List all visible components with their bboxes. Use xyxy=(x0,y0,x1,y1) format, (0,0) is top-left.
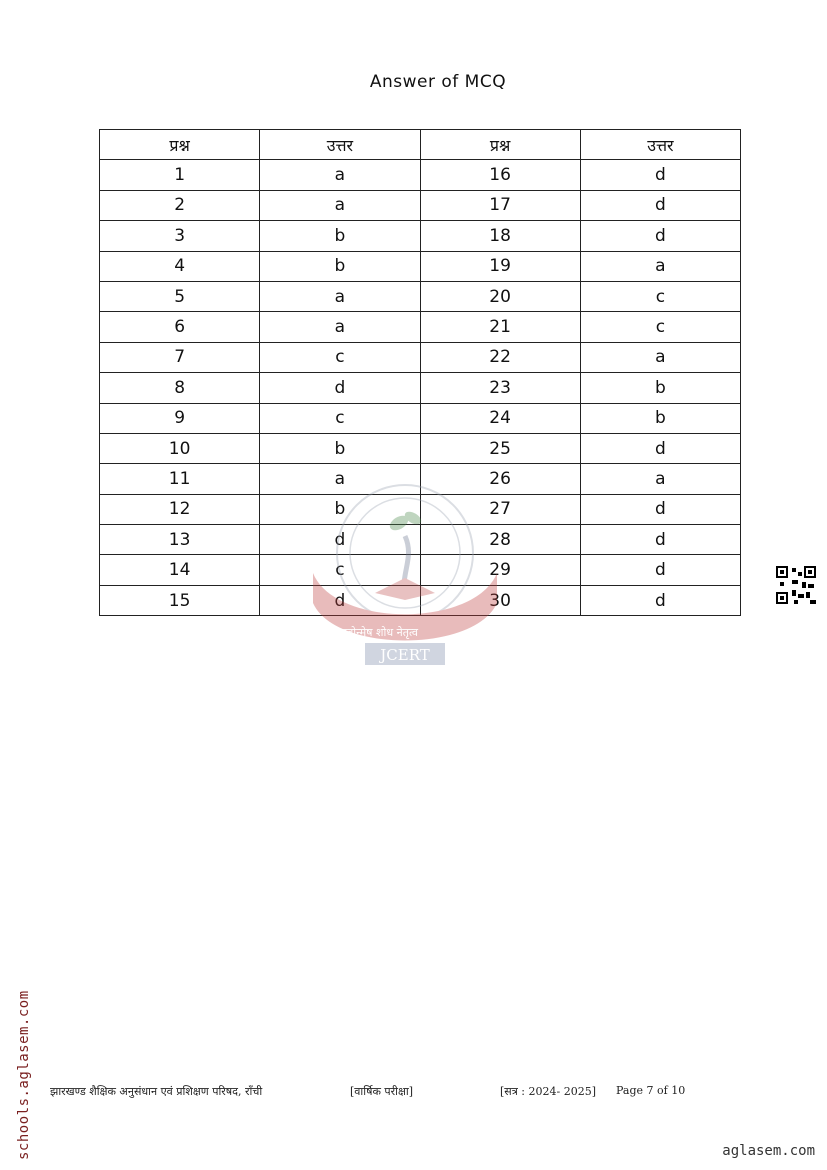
question-number-cell: 7 xyxy=(100,342,260,372)
answer-cell: c xyxy=(580,281,740,311)
question-number-cell: 12 xyxy=(100,494,260,524)
footer-page-number: Page 7 of 10 xyxy=(616,1084,686,1097)
answer-cell: c xyxy=(260,342,420,372)
side-url: schools.aglasem.com xyxy=(16,990,32,1160)
question-number-cell: 10 xyxy=(100,433,260,463)
question-number-cell: 27 xyxy=(420,494,580,524)
question-number-cell: 15 xyxy=(100,585,260,615)
answer-cell: d xyxy=(260,373,420,403)
question-number-cell: 26 xyxy=(420,464,580,494)
answer-cell: b xyxy=(580,403,740,433)
question-number-cell: 4 xyxy=(100,251,260,281)
answer-table xyxy=(99,129,741,616)
question-number-cell: 18 xyxy=(420,221,580,251)
question-number-cell: 5 xyxy=(100,281,260,311)
answer-cell: d xyxy=(580,433,740,463)
answer-cell: a xyxy=(260,464,420,494)
svg-text:नवोन्मेष शोध नेतृत्व: नवोन्मेष शोध नेतृत्व xyxy=(341,626,418,639)
table-row xyxy=(100,190,741,220)
answer-cell: a xyxy=(580,342,740,372)
table-row xyxy=(100,433,741,463)
table-row xyxy=(100,585,741,615)
column-header: प्रश्न xyxy=(100,130,260,160)
answer-cell: b xyxy=(260,494,420,524)
page-title: Answer of MCQ xyxy=(369,72,507,92)
answer-cell: b xyxy=(260,433,420,463)
question-number-cell: 1 xyxy=(100,160,260,190)
answer-cell: d xyxy=(580,555,740,585)
answer-cell: c xyxy=(260,403,420,433)
answer-cell: d xyxy=(580,525,740,555)
answer-cell: a xyxy=(580,464,740,494)
question-number-cell: 30 xyxy=(420,585,580,615)
table-row xyxy=(100,403,741,433)
question-number-cell: 19 xyxy=(420,251,580,281)
table-row xyxy=(100,342,741,372)
table-row xyxy=(100,251,741,281)
question-number-cell: 22 xyxy=(420,342,580,372)
table-row xyxy=(100,464,741,494)
answer-cell: a xyxy=(260,281,420,311)
answer-cell: c xyxy=(580,312,740,342)
question-number-cell: 25 xyxy=(420,433,580,463)
answer-cell: c xyxy=(260,555,420,585)
question-number-cell: 28 xyxy=(420,525,580,555)
question-number-cell: 23 xyxy=(420,373,580,403)
question-number-cell: 11 xyxy=(100,464,260,494)
answer-cell: b xyxy=(580,373,740,403)
answer-cell: d xyxy=(580,221,740,251)
table-row xyxy=(100,221,741,251)
brand-text: aglasem.com xyxy=(722,1143,815,1159)
question-number-cell: 2 xyxy=(100,190,260,220)
question-number-cell: 24 xyxy=(420,403,580,433)
table-row xyxy=(100,281,741,311)
answer-cell: a xyxy=(260,190,420,220)
answer-cell: b xyxy=(260,221,420,251)
qr-code-icon xyxy=(776,566,816,604)
question-number-cell: 9 xyxy=(100,403,260,433)
page-footer xyxy=(50,1084,750,1100)
question-number-cell: 17 xyxy=(420,190,580,220)
table-row xyxy=(100,373,741,403)
table-row xyxy=(100,160,741,190)
question-number-cell: 14 xyxy=(100,555,260,585)
question-number-cell: 29 xyxy=(420,555,580,585)
question-number-cell: 3 xyxy=(100,221,260,251)
table-row xyxy=(100,312,741,342)
question-number-cell: 13 xyxy=(100,525,260,555)
footer-session: [सत्र : 2024- 2025] xyxy=(500,1085,596,1098)
answer-cell: d xyxy=(580,160,740,190)
answer-cell: a xyxy=(260,312,420,342)
answer-cell: b xyxy=(260,251,420,281)
answer-cell: a xyxy=(260,160,420,190)
svg-text:JCERT: JCERT xyxy=(380,646,430,664)
answer-cell: d xyxy=(260,525,420,555)
footer-organization: झारखण्ड शैक्षिक अनुसंधान एवं प्रशिक्षण परिषद, राँची xyxy=(50,1085,263,1098)
table-body xyxy=(100,160,741,616)
answer-cell: d xyxy=(580,494,740,524)
question-number-cell: 16 xyxy=(420,160,580,190)
answer-cell: a xyxy=(580,251,740,281)
question-number-cell: 6 xyxy=(100,312,260,342)
question-number-cell: 8 xyxy=(100,373,260,403)
table-row xyxy=(100,494,741,524)
column-header: प्रश्न xyxy=(420,130,580,160)
question-number-cell: 21 xyxy=(420,312,580,342)
question-number-cell: 20 xyxy=(420,281,580,311)
table-header-row xyxy=(100,130,741,160)
column-header: उत्तर xyxy=(260,130,420,160)
column-header: उत्तर xyxy=(580,130,740,160)
answer-cell: d xyxy=(580,585,740,615)
table-row xyxy=(100,555,741,585)
answer-cell: d xyxy=(260,585,420,615)
answer-cell: d xyxy=(580,190,740,220)
table-row xyxy=(100,525,741,555)
footer-exam: [वार्षिक परीक्षा] xyxy=(350,1085,414,1098)
